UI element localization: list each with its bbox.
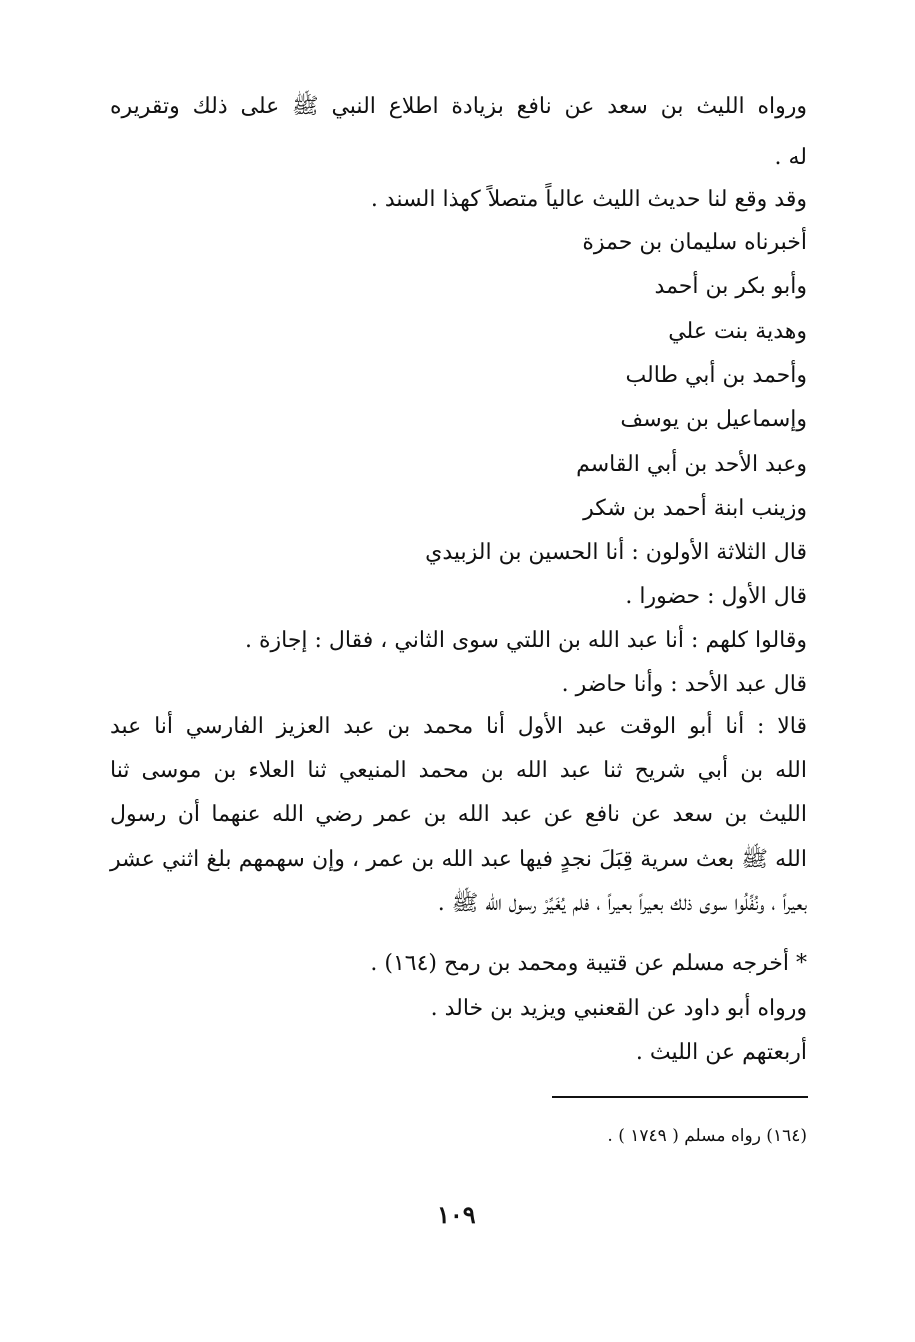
body-line-3: وقد وقع لنا حديث الليث عالياً متصلاً كهذا السند . bbox=[370, 187, 807, 212]
body-line-19: بعيراً ، ونُفِّلُوا سوى ذلك بعيراً بعيراً ، فلم يُغَيِّرْ رسول الله ﷺ . bbox=[437, 891, 807, 916]
body-line-1: ورواه الليث بن سعد عن نافع بزيادة اطلاع النبي ﷺ على ذلك وتقريره bbox=[110, 94, 807, 119]
body-line-15: قالا : أنا أبو الوقت عبد الأول أنا محمد بن عبد العزيز الفارسي أنا عبد bbox=[110, 714, 807, 739]
body-line-5: وأبو بكر بن أحمد bbox=[654, 274, 807, 299]
body-line-4: أخبرناه سليمان بن حمزة bbox=[582, 230, 807, 255]
page-number: ١٠٩ bbox=[437, 1200, 476, 1229]
body-line-9: وعبد الأحد بن أبي القاسم bbox=[576, 452, 807, 477]
body-line-11: قال الثلاثة الأولون : أنا الحسين بن الزبيدي bbox=[425, 540, 807, 565]
takhrij-line-2: ورواه أبو داود عن القعنبي ويزيد بن خالد . bbox=[430, 996, 807, 1021]
body-line-6: وهدية بنت علي bbox=[668, 319, 807, 344]
body-line-10: وزينب ابنة أحمد بن شكر bbox=[583, 496, 807, 521]
footnote-divider bbox=[552, 1096, 808, 1098]
body-line-2: له . bbox=[774, 145, 807, 170]
takhrij-line-1: * أخرجه مسلم عن قتيبة ومحمد بن رمح (١٦٤) . bbox=[370, 951, 807, 976]
body-line-12: قال الأول : حضورا . bbox=[625, 584, 807, 609]
takhrij-line-3: أربعتهم عن الليث . bbox=[635, 1040, 807, 1065]
body-line-14: قال عبد الأحد : وأنا حاضر . bbox=[561, 672, 807, 697]
body-line-13: وقالوا كلهم : أنا عبد الله بن اللتي سوى الثاني ، فقال : إجازة . bbox=[244, 628, 807, 653]
body-line-16: الله بن أبي شريح ثنا عبد الله بن محمد المنيعي ثنا العلاء بن موسى ثنا bbox=[110, 758, 807, 783]
body-line-7: وأحمد بن أبي طالب bbox=[625, 363, 807, 388]
body-line-8: وإسماعيل بن يوسف bbox=[620, 407, 807, 432]
body-line-17: الليث بن سعد عن نافع عن عبد الله بن عمر رضي الله عنهما أن رسول bbox=[110, 802, 807, 827]
body-line-18: الله ﷺ بعث سرية قِبَلَ نجدٍ فيها عبد الله بن عمر ، وإن سهمهم بلغ اثني عشر bbox=[110, 847, 807, 872]
footnote: (١٦٤) رواه مسلم ( ١٧٤٩ ) . bbox=[607, 1126, 807, 1146]
